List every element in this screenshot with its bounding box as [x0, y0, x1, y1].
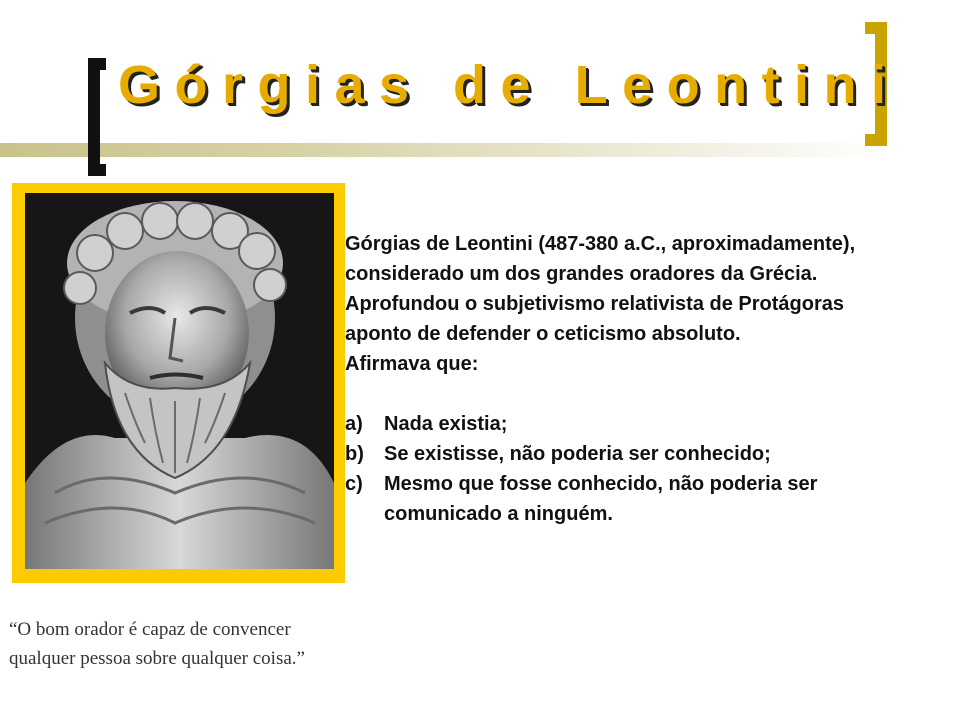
paragraph-line: considerado um dos grandes oradores da Grécia. — [345, 263, 818, 285]
paragraph-line: Górgias de Leontini (487-380 a.C., aproximadamente), — [345, 233, 856, 255]
list-marker: a) — [345, 413, 363, 435]
slide-title: Górgias de Leontini — [118, 55, 901, 115]
claims-list — [345, 409, 960, 529]
title-underline-bar — [0, 143, 890, 157]
paragraph-line: Aprofundou o subjetivismo relativista de Protágoras — [345, 293, 844, 315]
quote — [9, 615, 359, 673]
list-item-text: Nada existia; — [384, 413, 508, 435]
list-item — [345, 439, 960, 469]
spacer — [345, 379, 960, 409]
list-item-text: Se existisse, não poderia ser conhecido; — [384, 443, 771, 465]
quote-line: “O bom orador é capaz de convencer — [9, 619, 291, 640]
list-marker: c) — [345, 473, 363, 495]
paragraph-line: Afirmava que: — [345, 353, 479, 375]
list-marker: b) — [345, 443, 364, 465]
list-item — [345, 469, 960, 529]
list-item — [345, 409, 960, 439]
bust-of-gorgias-image — [25, 193, 334, 569]
paragraph-line: aponto de defender o ceticismo absoluto. — [345, 323, 741, 345]
description-text — [345, 229, 960, 529]
quote-line: qualquer pessoa sobre qualquer coisa.” — [9, 648, 305, 669]
list-item-text: Mesmo que fosse conhecido, não poderia ser comunicado a ninguém. — [384, 473, 818, 525]
left-bracket-decoration — [88, 58, 106, 176]
